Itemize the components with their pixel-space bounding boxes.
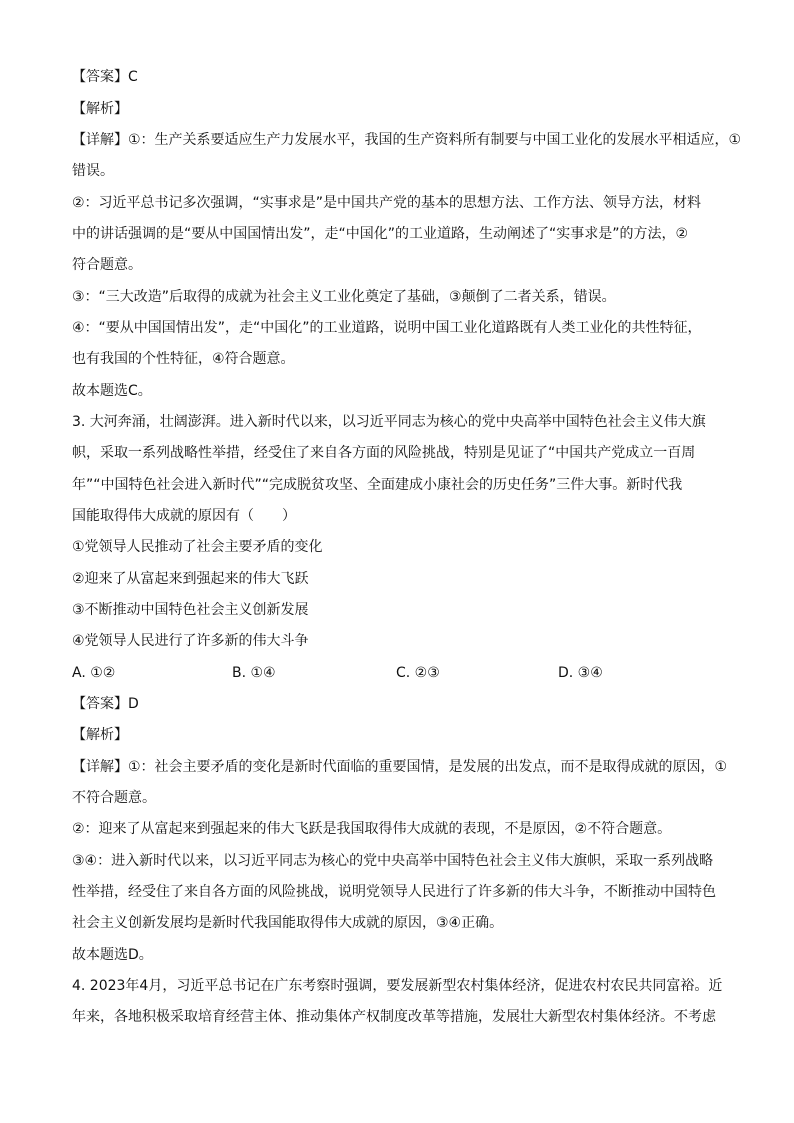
q3-option-d: D. ③④	[558, 665, 603, 681]
q3-stem-line: 帜，采取一系列战略性举措，经受住了来自各方面的风险挑战，特别是见证了“中国共产党成立一百周	[72, 445, 696, 461]
q2-conclusion: 故本题选C。	[72, 383, 152, 399]
q3-stem-line: 3. 大河奔涌，壮阔澎湃。进入新时代以来，以习近平同志为核心的党中央高举中国特色社会主义伟大旗	[72, 414, 706, 430]
q3-stem-line: 国能取得伟大成就的原因有（ ）	[72, 508, 296, 524]
q3-detail-line: 性举措，经受住了来自各方面的风险挑战，说明党领导人民进行了许多新的伟大斗争，不断推动中国特色	[72, 884, 716, 900]
q2-detail-line: 【详解】①：生产关系要适应生产力发展水平，我国的生产资料所有制要与中国工业化的发展水平相适应，①	[72, 132, 742, 148]
q3-analysis-label: 【解析】	[72, 727, 128, 743]
q2-detail-line: ④：“要从中国国情出发”，走“中国化”的工业道路，说明中国工业化道路既有人类工业化的共性特征，	[72, 320, 702, 336]
q3-detail-line: 【详解】①：社会主要矛盾的变化是新时代面临的重要国情，是发展的出发点，而不是取得成就的原因，①	[72, 759, 728, 775]
q2-detail-line: 中的讲话强调的是“要从中国国情出发”，走“中国化”的工业道路，生动阐述了“实事求是”的方法，②	[72, 226, 689, 242]
q2-analysis-label: 【解析】	[72, 101, 128, 117]
q3-conclusion: 故本题选D。	[72, 947, 153, 963]
q3-option-b: B. ①④	[232, 665, 276, 681]
q3-detail-line: 不符合题意。	[72, 790, 156, 806]
q2-detail-line: ③：“三大改造”后取得的成就为社会主义工业化奠定了基础，③颠倒了二者关系，错误。	[72, 289, 616, 305]
q3-statement: ②迎来了从富起来到强起来的伟大飞跃	[72, 571, 309, 587]
q2-detail-line: 符合题意。	[72, 257, 142, 273]
q2-detail-line: ②：习近平总书记多次强调，“实事求是”是中国共产党的基本的思想方法、工作方法、领导方法，材料	[72, 195, 702, 211]
q2-answer: 【答案】C	[72, 69, 138, 85]
q3-statement: ④党领导人民进行了许多新的伟大斗争	[72, 633, 309, 649]
q3-statement: ①党领导人民推动了社会主要矛盾的变化	[72, 539, 323, 555]
q2-detail-line: 也有我国的个性特征，④符合题意。	[72, 351, 295, 367]
q3-stem-line: 年”“中国特色社会进入新时代”“完成脱贫攻坚、全面建成小康社会的历史任务”三件大事。新时代我	[72, 477, 683, 493]
q3-detail-line: ③④：进入新时代以来，以习近平同志为核心的党中央高举中国特色社会主义伟大旗帜，采取一系列战略	[72, 853, 714, 869]
q2-detail-line: 错误。	[72, 163, 114, 179]
q4-stem-line: 4. 2023年4月，习近平总书记在广东考察时强调，要发展新型农村集体经济，促进农村农民共同富裕。近	[72, 978, 723, 994]
q3-option-c: C. ②③	[396, 665, 440, 681]
q3-detail-line: ②：迎来了从富起来到强起来的伟大飞跃是我国取得伟大成就的表现，不是原因，②不符合题意。	[72, 821, 672, 837]
q4-stem-line: 年来，各地积极采取培育经营主体、推动集体产权制度改革等措施，发展壮大新型农村集体经济。不考虑	[72, 1009, 716, 1025]
q3-option-a: A. ①②	[72, 665, 116, 681]
q3-detail-line: 社会主义创新发展均是新时代我国能取得伟大成就的原因，③④正确。	[72, 915, 504, 931]
q3-answer: 【答案】D	[72, 696, 139, 712]
q3-statement: ③不断推动中国特色社会主义创新发展	[72, 602, 309, 618]
